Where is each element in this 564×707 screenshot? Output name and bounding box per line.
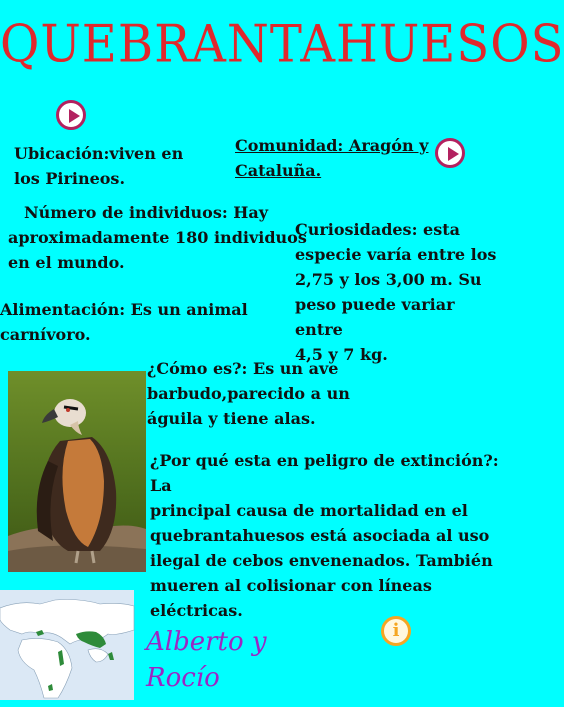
distribution-map (0, 590, 134, 700)
play-audio-button-1[interactable] (56, 100, 86, 130)
authors-signature: Alberto y Rocío (146, 627, 267, 693)
play-audio-button-2[interactable] (435, 138, 465, 168)
numero-individuos-text: Número de individuos: Hay aproximadamente 180 individuos en el mundo. (8, 203, 307, 272)
curiosidades-text: Curiosidades: esta especie varía entre los 2,75 y los 3,00 m. Su peso puede variar entre 4,5 y 7 kg. (295, 220, 497, 364)
vulture-photo (8, 371, 146, 572)
comunidad-link[interactable]: Comunidad: Aragón y Cataluña. (235, 136, 429, 180)
peligro-extincion-text: ¿Por qué esta en peligro de extinción?: La principal causa de mortalidad en el quebrantahuesos está asociada al uso ilegal de cebos envenenados. También mueren al colisionar con líneas eléctricas. (150, 451, 499, 620)
info-icon[interactable]: i (381, 616, 411, 646)
page-title: QUEBRANTAHUESOS (0, 13, 564, 75)
ubicacion-text: Ubicación:viven en los Pirineos. (14, 144, 184, 188)
alimentacion-text: Alimentación: Es un animal carnívoro. (0, 300, 248, 344)
como-es-text: ¿Cómo es?: Es un ave barbudo,parecido a un águila y tiene alas. (147, 359, 350, 428)
